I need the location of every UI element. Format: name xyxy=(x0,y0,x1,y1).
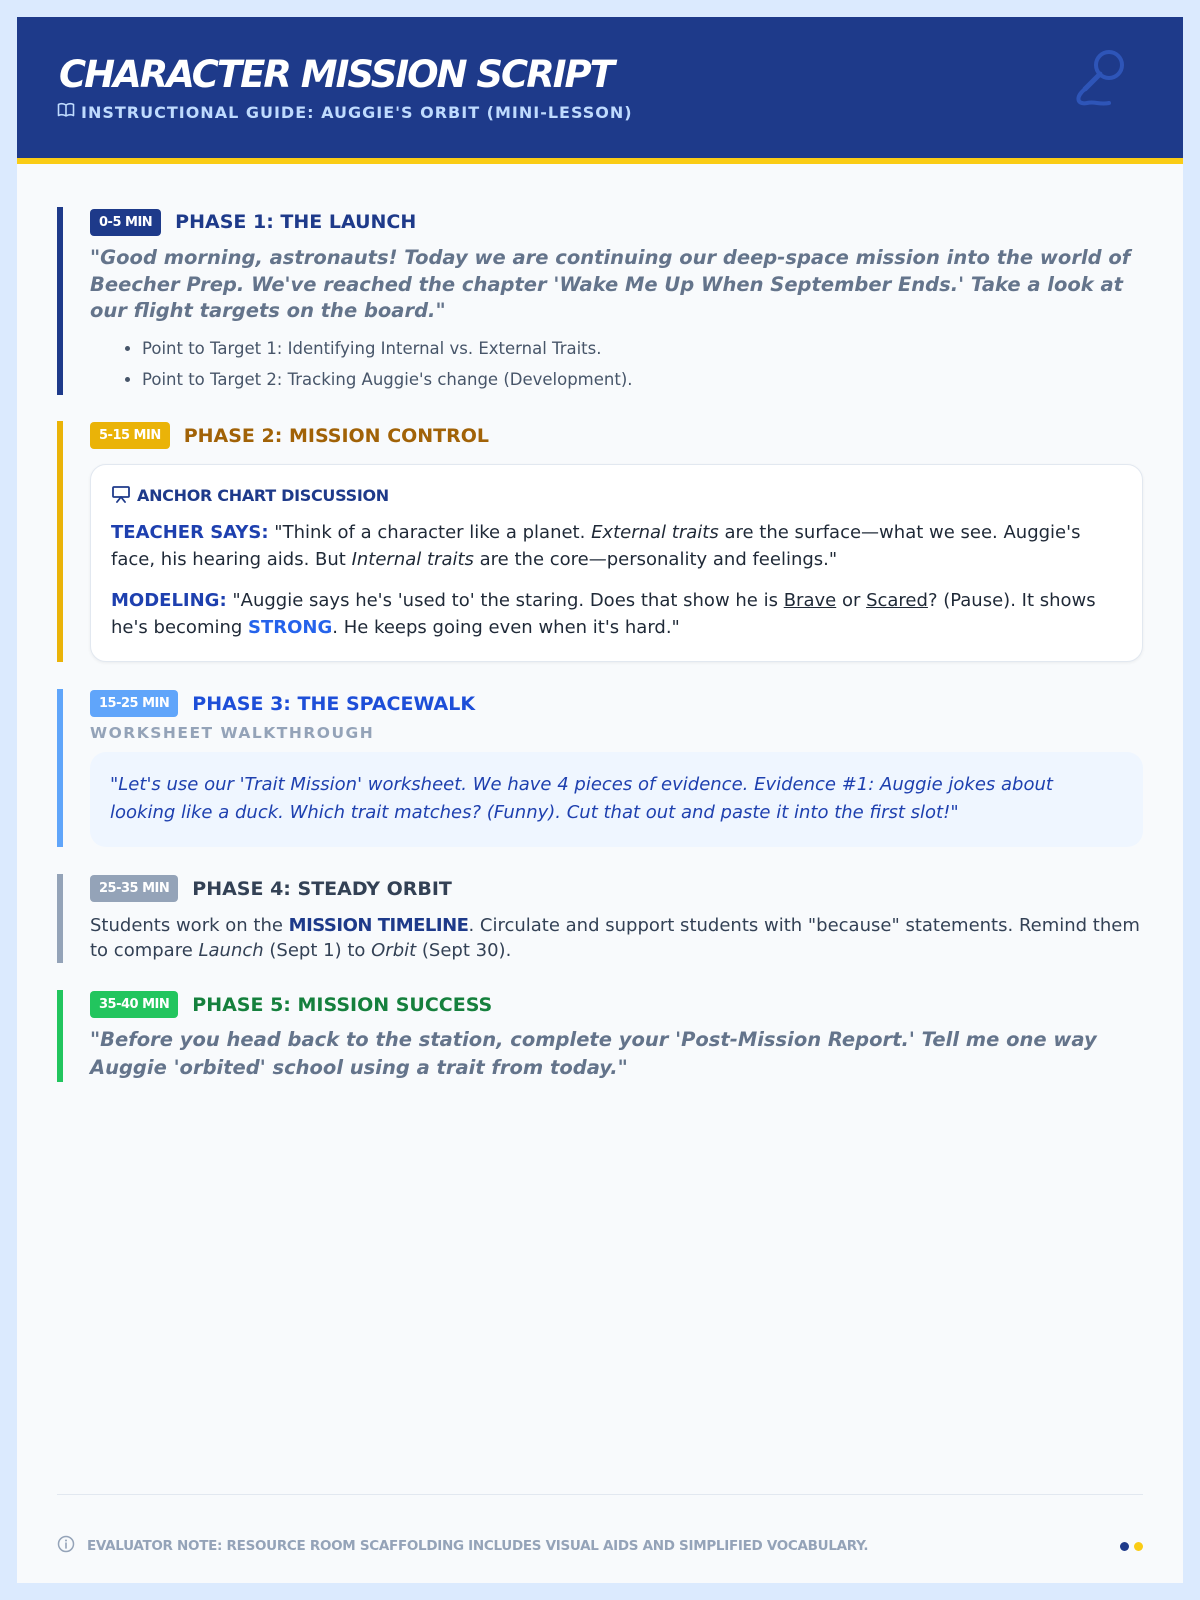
page-title: CHARACTER MISSION SCRIPT xyxy=(59,53,613,96)
time-badge: 0-5 MIN xyxy=(90,209,161,236)
phase-4 xyxy=(57,874,1143,963)
phase-title: PHASE 3: THE SPACEWALK xyxy=(192,692,476,715)
text-span: or xyxy=(836,589,867,611)
script-card xyxy=(17,17,1183,1583)
list-item: • Point to Target 1: Identifying Internal vs. External Traits. xyxy=(142,333,1143,364)
book-open-icon xyxy=(57,102,75,122)
text-span: (Sept 1) to xyxy=(263,939,372,961)
phase-description xyxy=(90,913,1143,963)
script-quote: "Before you head back to the station, complete your 'Post-Mission Report.' Tell me one way Auggie 'orbited' school using a trait from today." xyxy=(90,1027,1097,1079)
text-span: (Sept 30). xyxy=(416,939,512,961)
text-span: . He keeps going even when it's hard." xyxy=(332,616,680,638)
page-subtitle xyxy=(57,102,633,122)
emphasis: Launch xyxy=(198,939,264,961)
modeling-label: MODELING: xyxy=(111,589,227,611)
yellow-dot xyxy=(1134,1542,1143,1551)
presentation-board-icon xyxy=(111,485,131,507)
phase-3 xyxy=(57,689,1143,847)
emphasis: External traits xyxy=(591,521,719,543)
text-span: are the surface—what we see. Auggie's face, his hearing aids. But xyxy=(111,521,1081,570)
footer-divider xyxy=(57,1494,1143,1495)
phase-title: PHASE 1: THE LAUNCH xyxy=(175,211,417,233)
phase-2 xyxy=(57,421,1143,662)
time-badge: 5-15 MIN xyxy=(90,422,170,449)
box-title: ANCHOR CHART DISCUSSION xyxy=(137,486,389,505)
highlight-word: STRONG xyxy=(248,616,333,638)
navy-dot xyxy=(1120,1542,1129,1551)
anchor-chart-box xyxy=(90,464,1143,662)
list-item: • Point to Target 2: Tracking Auggie's change (Development). xyxy=(142,364,1143,395)
modeling-paragraph xyxy=(111,587,1122,641)
footer xyxy=(57,1535,1143,1557)
text-span: Students work on the xyxy=(90,914,289,936)
info-circle-icon xyxy=(57,1535,75,1557)
highlight-word: MISSION TIMELINE xyxy=(288,914,469,936)
subtitle-text: INSTRUCTIONAL GUIDE: AUGGIE'S ORBIT (MINI-LESSON) xyxy=(81,102,633,122)
evaluator-note: EVALUATOR NOTE: RESOURCE ROOM SCAFFOLDING INCLUDES VISUAL AIDS AND SIMPLIFIED VOCABULARY. xyxy=(87,1538,869,1554)
emphasis: Orbit xyxy=(371,939,417,961)
teacher-says-paragraph xyxy=(111,519,1122,573)
decorative-dots xyxy=(1120,1542,1143,1551)
teacher-says-label: TEACHER SAYS: xyxy=(111,521,269,543)
underlined-word: Brave xyxy=(783,589,837,611)
time-badge: 25-35 MIN xyxy=(90,875,178,902)
text-span: "Auggie says he's 'used to' the staring. Does that show he is xyxy=(226,589,784,611)
text-span: ? (Pause). It shows he's becoming xyxy=(111,589,1096,638)
header xyxy=(17,17,1183,164)
phase-title: PHASE 5: MISSION SUCCESS xyxy=(192,993,493,1016)
worksheet-label: WORKSHEET WALKTHROUGH xyxy=(90,723,375,742)
time-badge: 15-25 MIN xyxy=(90,690,178,717)
walkthrough-box: "Let's use our 'Trait Mission' worksheet. We have 4 pieces of evidence. Evidence #1: Auggie jokes about looking like a duck. Which trait matches? (Funny). Cut that out and paste it into the first slot!" xyxy=(90,752,1143,847)
phase-5 xyxy=(57,990,1143,1082)
phase-1 xyxy=(57,207,1143,395)
phase-title: PHASE 2: MISSION CONTROL xyxy=(183,424,490,447)
text-span: are the core—personality and feelings." xyxy=(473,548,838,570)
script-quote: "Good morning, astronauts! Today we are continuing our deep-space mission into the world of Beecher Prep. We've reached the chapter 'Wake Me Up When September Ends.' Take a look at our flight targets on the board." xyxy=(90,246,1131,322)
phase-list xyxy=(57,207,1143,1082)
emphasis: Internal traits xyxy=(351,548,474,570)
target-list xyxy=(90,333,1143,395)
text-span: "Think of a character like a planet. xyxy=(268,521,592,543)
text-span: . Circulate and support students with "because" statements. Remind them to compare xyxy=(90,914,1140,961)
microphone-icon xyxy=(1073,45,1129,113)
time-badge: 35-40 MIN xyxy=(90,991,178,1018)
phase-title: PHASE 4: STEADY ORBIT xyxy=(192,877,452,900)
underlined-word: Scared xyxy=(866,589,928,611)
